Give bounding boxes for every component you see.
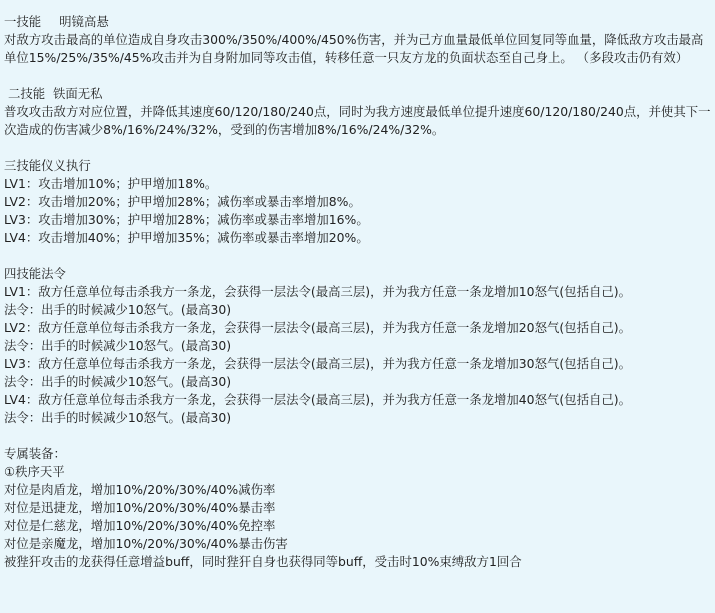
skill1-title: 明镜高悬 xyxy=(59,14,109,29)
equipment-line: 对位是迅捷龙，增加10%/20%/30%/40%暴击率 xyxy=(4,500,276,515)
skill3-level: LV3：攻击增加30%；护甲增加28%；减伤率或暴击率增加16%。 xyxy=(4,212,369,227)
skill1-heading xyxy=(4,13,712,31)
skill4-line: LV4：敌方任意单位每击杀我方一条龙，会获得一层法令(最高三层)，并为我方任意一条龙增加40怒气(包括自己)。 xyxy=(4,392,631,407)
skill4-line: LV1：敌方任意单位每击杀我方一条龙，会获得一层法令(最高三层)，并为我方任意一条龙增加10怒气(包括自己)。 xyxy=(4,284,631,299)
skill1-description: 对敌方攻击最高的单位造成自身攻击300%/350%/400%/450%伤害，并为己方血量最低单位回复同等血量，降低敌方攻击最高单位15%/25%/35%/45%攻击并为自身附加同等攻击值，转移任意一只友方龙的负面状态至自己身上。 （多段攻击仍有效） xyxy=(4,32,704,65)
skill3-level: LV4：攻击增加40%；护甲增加35%；减伤率或暴击率增加20%。 xyxy=(4,230,369,245)
skill1-name: 一技能 xyxy=(4,14,42,29)
skill3-level: LV1：攻击增加10%；护甲增加18%。 xyxy=(4,176,218,191)
spacer xyxy=(4,247,712,265)
skill4-line: 法令：出手的时候减少10怒气。(最高30) xyxy=(4,374,232,389)
skill2-name: 二技能 xyxy=(7,86,46,101)
equipment-line: 对位是肉盾龙，增加10%/20%/30%/40%减伤率 xyxy=(4,482,276,497)
spacer xyxy=(4,427,712,445)
skill3-level: LV2：攻击增加20%；护甲增加28%；减伤率或暴击率增加8%。 xyxy=(4,194,361,209)
skill4-line: 法令：出手的时候减少10怒气。(最高30) xyxy=(4,302,232,317)
spacer xyxy=(4,139,712,157)
skill2-description: 普攻攻击敌方对应位置，并降低其速度60/120/180/240点，同时为我方速度最低单位提升速度60/120/180/240点，并使其下一次造成的伤害减少8%/16%/24%/32%，受到的伤害增加8%/16%/24%/32%。 xyxy=(4,104,711,137)
skill2-title: 铁面无私 xyxy=(53,86,103,101)
equipment-title: 专属装备： xyxy=(4,446,66,461)
skill-document xyxy=(4,13,712,571)
skill4-line: LV3：敌方任意单位每击杀我方一条龙，会获得一层法令(最高三层)，并为我方任意一条龙增加30怒气(包括自己)。 xyxy=(4,356,631,371)
spacer xyxy=(4,67,712,85)
equipment-name: ①秩序天平 xyxy=(4,464,65,479)
skill3-title: 三技能仪义执行 xyxy=(4,158,91,173)
skill4-line: LV2：敌方任意单位每击杀我方一条龙，会获得一层法令(最高三层)，并为我方任意一条龙增加20怒气(包括自己)。 xyxy=(4,320,631,335)
skill2-heading xyxy=(4,85,712,103)
skill4-title: 四技能法令 xyxy=(4,266,66,281)
skill4-line: 法令：出手的时候减少10怒气。(最高30) xyxy=(4,338,232,353)
equipment-line: 对位是仁慈龙，增加10%/20%/30%/40%免控率 xyxy=(4,518,276,533)
equipment-line: 被狴犴攻击的龙获得任意增益buff，同时狴犴自身也获得同等buff，受击时10%束缚敌方1回合 xyxy=(4,554,522,569)
equipment-line: 对位是亲魔龙，增加10%/20%/30%/40%暴击伤害 xyxy=(4,536,288,551)
skill4-line: 法令：出手的时候减少10怒气。(最高30) xyxy=(4,410,232,425)
